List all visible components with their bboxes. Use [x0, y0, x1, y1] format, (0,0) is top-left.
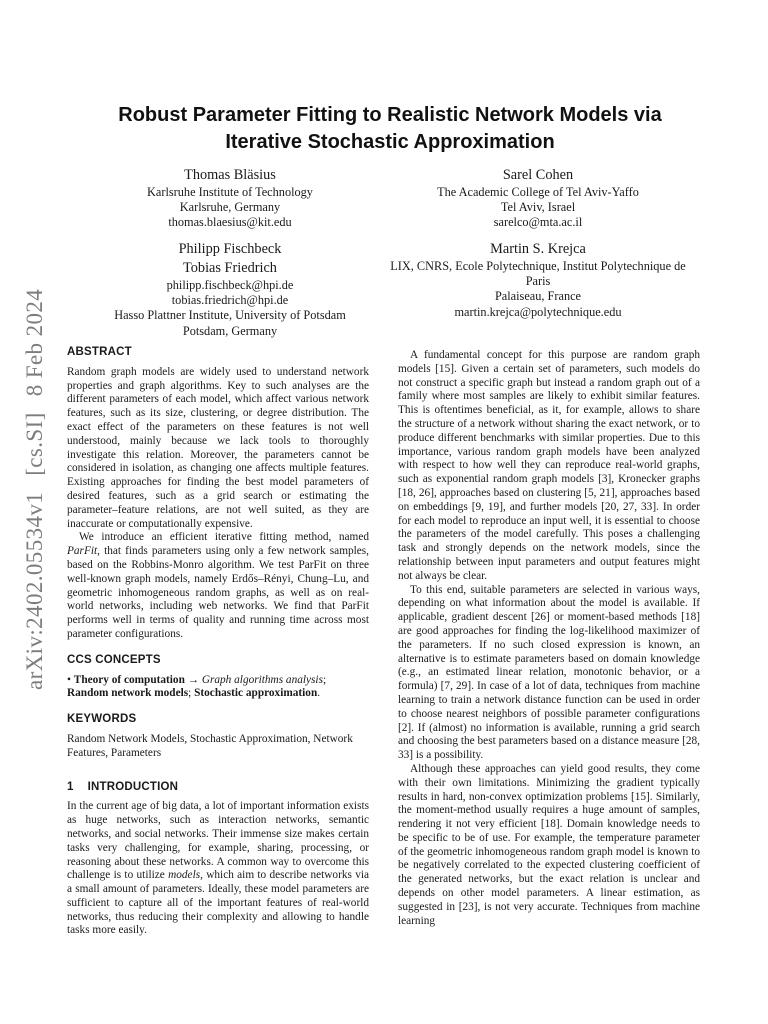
- section-number: 1: [67, 780, 74, 793]
- intro-paragraph: In the current age of big data, a lot of important information exists as huge networks, such as interaction networks, semantic networks, and social networks. Their immense size makes certain tasks very challenging, for example, sharing, processing, or reasoning about these networks. A common way to overcome this challenge is to utilize models, which aim to describe networks via a small amount of parameters. Ideally, these model parameters are sufficient to capture all of the important features of real-world networks, thus reducing their complexity and allowing to handle tasks more easily.: [67, 800, 369, 937]
- author-affiliation: Hasso Plattner Institute, University of Potsdam: [114, 308, 346, 323]
- author-name: Philipp Fischbeck: [178, 241, 282, 257]
- abstract-heading: ABSTRACT: [67, 346, 132, 358]
- author-email: martin.krejca@polytechnique.edu: [454, 304, 622, 319]
- author-block-cohen: [378, 166, 698, 231]
- author-name: Sarel Cohen: [502, 167, 574, 183]
- paper-title: [80, 102, 700, 156]
- author-affiliation: LIX, CNRS, Ecole Polytechnique, Institut Polytechnique de: [390, 259, 686, 273]
- author-name: Martin S. Krejca: [490, 241, 586, 257]
- author-email: philipp.fischbeck@hpi.de: [166, 278, 294, 292]
- body-paragraph: A fundamental concept for this purpose are random graph models [15]. Given a certain set of parameters, such models do not construct a specific graph but instead a random graph out of a family where most samples are likely to exhibit similar features. This is oftentimes beneficial, as it, for example, allows to share the structure of a network without sharing the exact network, or to produce different benchmarks with similar properties. Due to this importance, various random graph models have been analyzed with respect to how well they can reproduce real-world graphs, such as exponential random graph models [3], Kronecker graphs [18, 26], approaches based on clustering [5, 21], approaches based on embeddings [9, 19], and further models [20, 27, 33]. In order for each model to reproduce an input well, it is essential to choose the parameters of the model carefully. This poses a challenging task and strongly depends on the network models, since the relationship between input parameters and output features might not always be clear.: [398, 349, 700, 582]
- author-block-krejca: [378, 240, 698, 320]
- left-column: [67, 346, 369, 938]
- ccs-concepts: • Theory of computation → Graph algorithms analysis; Random network models; Stochastic approximation.: [67, 673, 327, 700]
- author-name: Tobias Friedrich: [183, 260, 277, 276]
- abstract-paragraph: Random graph models are widely used to understand network properties and graph algorithms. Key to such analyses are the different parameters of each model, which affect various network features, such as its size, clustering, or degree distribution. The exact effect of the parameters on these features is not well understood, mainly because we lack tools to thoroughly investigate this relation. Moreover, the parameters cannot be considered in isolation, as changing one affects multiple features. Existing approaches for finding the best model parameters of desired features, such as a grid search or estimating the parameter–feature relations, are not well suited, as they are inaccurate or computationally expensive.: [67, 365, 369, 530]
- author-location: Palaiseau, France: [494, 289, 582, 304]
- author-email: thomas.blaesius@kit.edu: [168, 215, 292, 230]
- author-affiliation: Paris: [525, 274, 551, 289]
- author-email: sarelco@mta.ac.il: [493, 215, 583, 230]
- author-affiliation: Karlsruhe Institute of Technology: [147, 185, 313, 199]
- author-location: Karlsruhe, Germany: [179, 200, 281, 215]
- ccs-heading: CCS CONCEPTS: [67, 653, 161, 666]
- author-block-fischbeck-friedrich: [70, 240, 390, 339]
- arxiv-id: arXiv:2402.05534v1: [22, 491, 47, 690]
- author-location: Potsdam, Germany: [182, 323, 278, 338]
- keywords-heading: KEYWORDS: [67, 713, 137, 726]
- arxiv-date: 8 Feb 2024: [22, 288, 47, 397]
- title-line-2: Iterative Stochastic Approximation: [225, 131, 555, 153]
- section-title: INTRODUCTION: [87, 780, 179, 793]
- right-column: [398, 349, 700, 928]
- body-paragraph: Although these approaches can yield good results, they come with their own limitations. Minimizing the gradient typically results in hard, non-convex optimization problems [15]. Similarly, the moment-method usually requires a huge amount of samples, rendering it not very efficient [18]. Domain knowledge needs to be specific to be of use. For example, the temperature parameter of the geometric inhomogeneous random graph model is known to be negatively correlated to the expected clustering coefficient of the generated networks, but the exact relation is unclear and depends on other model parameters. A linear estimation, as suggested in [23], is not very accurate. Techniques from machine learning: [398, 762, 700, 927]
- abstract-paragraph: We introduce an efficient iterative fitting method, named ParFit, that finds parameters using only a few network samples, based on the Robbins-Monro algorithm. We test ParFit on three well-known graph models, namely Erdős–Rényi, Chung–Lu, and geometric inhomogeneous random graphs, as well as on real-world networks, including web networks. We find that ParFit performs well in terms of quality and running time across most parameter configurations.: [67, 531, 369, 640]
- arxiv-category: [cs.SI]: [22, 412, 47, 476]
- author-name: Thomas Bläsius: [184, 167, 276, 183]
- introduction-heading: [67, 781, 369, 795]
- author-block-blasius: [70, 166, 390, 231]
- author-location: Tel Aviv, Israel: [500, 200, 576, 215]
- author-email: tobias.friedrich@hpi.de: [171, 293, 289, 308]
- title-line-1: Robust Parameter Fitting to Realistic Network Models via: [118, 104, 662, 126]
- arxiv-stamp: [12, 270, 58, 690]
- body-paragraph: To this end, suitable parameters are selected in various ways, depending on what information about the model is available. If applicable, gradient descent [26] or moment-based methods [18] are good approaches for finding the log-likelihood maximizer of the parameters. If no such closed expression is known, an alternative is to estimate parameters based on domain knowledge (e.g., an estimated linear relation, monotonic behavior, or a formula) [7, 29]. In case of a lot of data, techniques from machine learning to train a network distance function can be used in order to choose nearest neighbors of possible parameter configurations [2]. If (almost) no information is available, running a grid search and choosing the best parameters based on a distance measure [28, 33] is a possibility.: [398, 583, 700, 762]
- author-affiliation: The Academic College of Tel Aviv-Yaffo: [437, 185, 639, 199]
- keywords-text: Random Network Models, Stochastic Approximation, Network Features, Parameters: [67, 732, 353, 759]
